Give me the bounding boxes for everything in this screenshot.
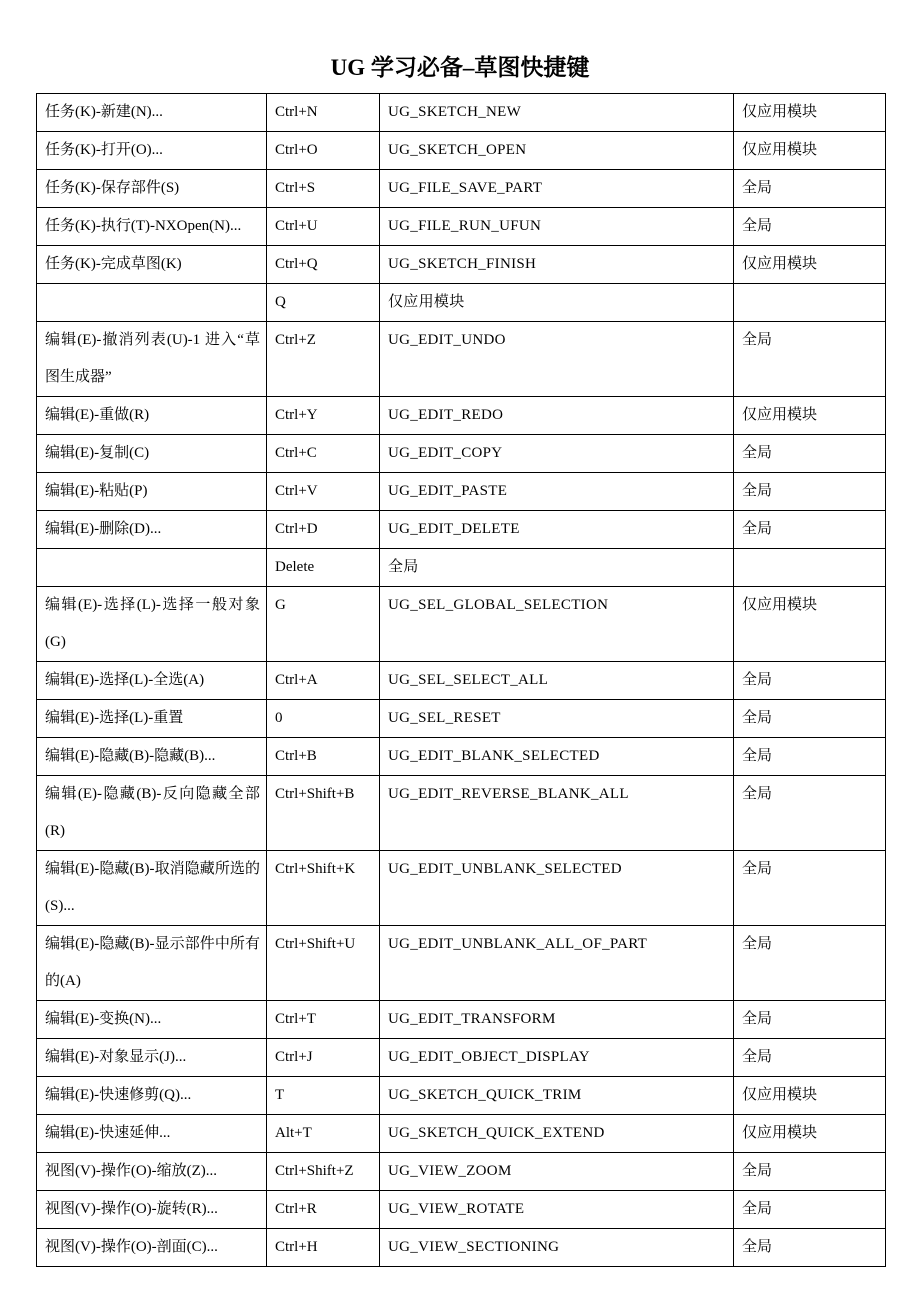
menu-command-cell: 编辑(E)-隐藏(B)-显示部件中所有的(A) [37, 926, 267, 1001]
menu-command-cell: 编辑(E)-撤消列表(U)-1 进入“草图生成器” [37, 322, 267, 397]
shortcut-key-cell: 0 [267, 700, 380, 738]
menu-command-cell: 编辑(E)-隐藏(B)-反向隐藏全部(R) [37, 776, 267, 851]
scope-cell: 仅应用模块 [734, 132, 886, 170]
command-id-cell: UG_EDIT_PASTE [380, 473, 734, 511]
shortcut-table-body [37, 94, 886, 1267]
shortcut-key-cell: G [267, 587, 380, 662]
menu-command-cell: 编辑(E)-复制(C) [37, 435, 267, 473]
menu-command-cell [37, 549, 267, 587]
command-id-cell: UG_SKETCH_NEW [380, 94, 734, 132]
shortcut-key-cell: Ctrl+T [267, 1001, 380, 1039]
command-id-cell: UG_SKETCH_QUICK_EXTEND [380, 1115, 734, 1153]
command-id-cell: UG_EDIT_DELETE [380, 511, 734, 549]
shortcut-key-cell: Q [267, 284, 380, 322]
table-row [37, 170, 886, 208]
shortcut-key-cell: Ctrl+O [267, 132, 380, 170]
command-id-cell: UG_SKETCH_OPEN [380, 132, 734, 170]
shortcut-key-cell: Ctrl+Q [267, 246, 380, 284]
shortcut-key-cell: Ctrl+Shift+Z [267, 1153, 380, 1191]
menu-command-cell: 编辑(E)-隐藏(B)-取消隐藏所选的(S)... [37, 851, 267, 926]
shortcut-key-cell: Alt+T [267, 1115, 380, 1153]
shortcut-key-cell: Ctrl+Z [267, 322, 380, 397]
command-id-cell: UG_SKETCH_FINISH [380, 246, 734, 284]
table-row [37, 1153, 886, 1191]
command-id-cell: UG_EDIT_UNBLANK_ALL_OF_PART [380, 926, 734, 1001]
shortcut-key-cell: Ctrl+N [267, 94, 380, 132]
menu-command-cell: 编辑(E)-隐藏(B)-隐藏(B)... [37, 738, 267, 776]
command-id-cell: UG_VIEW_ZOOM [380, 1153, 734, 1191]
menu-command-cell: 任务(K)-执行(T)-NXOpen(N)... [37, 208, 267, 246]
command-id-cell: UG_SEL_SELECT_ALL [380, 662, 734, 700]
table-row [37, 1077, 886, 1115]
table-row [37, 926, 886, 1001]
command-id-cell: UG_VIEW_SECTIONING [380, 1229, 734, 1267]
shortcut-key-cell: Ctrl+J [267, 1039, 380, 1077]
menu-command-cell: 编辑(E)-粘贴(P) [37, 473, 267, 511]
scope-cell: 全局 [734, 851, 886, 926]
table-row [37, 322, 886, 397]
menu-command-cell: 任务(K)-保存部件(S) [37, 170, 267, 208]
command-id-cell: UG_EDIT_OBJECT_DISPLAY [380, 1039, 734, 1077]
scope-cell: 全局 [734, 511, 886, 549]
menu-command-cell: 编辑(E)-选择(L)-选择一般对象(G) [37, 587, 267, 662]
table-row [37, 246, 886, 284]
scope-cell: 全局 [734, 1001, 886, 1039]
menu-command-cell: 任务(K)-完成草图(K) [37, 246, 267, 284]
command-id-cell: UG_EDIT_COPY [380, 435, 734, 473]
table-row [37, 94, 886, 132]
command-id-cell: UG_FILE_RUN_UFUN [380, 208, 734, 246]
command-id-cell: UG_EDIT_UNBLANK_SELECTED [380, 851, 734, 926]
menu-command-cell: 视图(V)-操作(O)-剖面(C)... [37, 1229, 267, 1267]
table-row [37, 397, 886, 435]
command-id-cell: UG_EDIT_BLANK_SELECTED [380, 738, 734, 776]
command-id-cell: UG_EDIT_TRANSFORM [380, 1001, 734, 1039]
scope-cell: 全局 [734, 1039, 886, 1077]
scope-cell: 全局 [734, 322, 886, 397]
menu-command-cell [37, 284, 267, 322]
scope-cell: 仅应用模块 [734, 94, 886, 132]
menu-command-cell: 视图(V)-操作(O)-缩放(Z)... [37, 1153, 267, 1191]
table-row [37, 851, 886, 926]
table-row [37, 587, 886, 662]
shortcut-key-cell: Ctrl+D [267, 511, 380, 549]
page-title: UG 学习必备–草图快捷键 [330, 55, 590, 80]
scope-cell: 全局 [734, 926, 886, 1001]
table-row [37, 700, 886, 738]
table-row [37, 511, 886, 549]
shortcut-key-cell: Ctrl+C [267, 435, 380, 473]
shortcut-key-cell: Ctrl+Shift+K [267, 851, 380, 926]
table-row [37, 776, 886, 851]
scope-cell: 仅应用模块 [734, 587, 886, 662]
menu-command-cell: 编辑(E)-选择(L)-重置 [37, 700, 267, 738]
command-id-cell: UG_EDIT_REDO [380, 397, 734, 435]
command-id-cell: UG_FILE_SAVE_PART [380, 170, 734, 208]
menu-command-cell: 任务(K)-打开(O)... [37, 132, 267, 170]
scope-cell: 仅应用模块 [734, 1077, 886, 1115]
menu-command-cell: 任务(K)-新建(N)... [37, 94, 267, 132]
scope-cell: 全局 [734, 662, 886, 700]
command-id-cell: 全局 [380, 549, 734, 587]
scope-cell: 仅应用模块 [734, 397, 886, 435]
scope-cell: 全局 [734, 776, 886, 851]
table-row [37, 435, 886, 473]
scope-cell: 全局 [734, 435, 886, 473]
scope-cell: 全局 [734, 700, 886, 738]
scope-cell [734, 549, 886, 587]
shortcut-key-cell: Ctrl+R [267, 1191, 380, 1229]
menu-command-cell: 编辑(E)-重做(R) [37, 397, 267, 435]
command-id-cell: 仅应用模块 [380, 284, 734, 322]
table-row [37, 1115, 886, 1153]
command-id-cell: UG_SEL_RESET [380, 700, 734, 738]
menu-command-cell: 编辑(E)-对象显示(J)... [37, 1039, 267, 1077]
scope-cell: 全局 [734, 473, 886, 511]
scope-cell: 仅应用模块 [734, 1115, 886, 1153]
menu-command-cell: 编辑(E)-快速修剪(Q)... [37, 1077, 267, 1115]
table-row [37, 738, 886, 776]
shortcut-key-cell: Ctrl+Shift+B [267, 776, 380, 851]
table-row [37, 473, 886, 511]
scope-cell: 全局 [734, 1229, 886, 1267]
shortcut-key-cell: Ctrl+A [267, 662, 380, 700]
scope-cell: 全局 [734, 170, 886, 208]
shortcut-key-cell: Delete [267, 549, 380, 587]
shortcut-key-cell: Ctrl+V [267, 473, 380, 511]
command-id-cell: UG_EDIT_REVERSE_BLANK_ALL [380, 776, 734, 851]
table-row [37, 1229, 886, 1267]
shortcut-key-cell: Ctrl+Shift+U [267, 926, 380, 1001]
menu-command-cell: 编辑(E)-变换(N)... [37, 1001, 267, 1039]
shortcut-key-cell: T [267, 1077, 380, 1115]
shortcut-key-cell: Ctrl+H [267, 1229, 380, 1267]
menu-command-cell: 编辑(E)-快速延伸... [37, 1115, 267, 1153]
table-row [37, 208, 886, 246]
command-id-cell: UG_SKETCH_QUICK_TRIM [380, 1077, 734, 1115]
scope-cell [734, 284, 886, 322]
shortcut-key-cell: Ctrl+B [267, 738, 380, 776]
scope-cell: 全局 [734, 1191, 886, 1229]
shortcut-table [36, 93, 886, 1267]
menu-command-cell: 编辑(E)-选择(L)-全选(A) [37, 662, 267, 700]
table-row [37, 1001, 886, 1039]
menu-command-cell: 视图(V)-操作(O)-旋转(R)... [37, 1191, 267, 1229]
scope-cell: 全局 [734, 738, 886, 776]
scope-cell: 仅应用模块 [734, 246, 886, 284]
scope-cell: 全局 [734, 208, 886, 246]
table-row [37, 1191, 886, 1229]
command-id-cell: UG_VIEW_ROTATE [380, 1191, 734, 1229]
menu-command-cell: 编辑(E)-删除(D)... [37, 511, 267, 549]
command-id-cell: UG_SEL_GLOBAL_SELECTION [380, 587, 734, 662]
scope-cell: 全局 [734, 1153, 886, 1191]
shortcut-key-cell: Ctrl+S [267, 170, 380, 208]
shortcut-key-cell: Ctrl+U [267, 208, 380, 246]
table-row [37, 284, 886, 322]
table-row [37, 662, 886, 700]
table-row [37, 549, 886, 587]
command-id-cell: UG_EDIT_UNDO [380, 322, 734, 397]
table-row [37, 132, 886, 170]
shortcut-key-cell: Ctrl+Y [267, 397, 380, 435]
table-row [37, 1039, 886, 1077]
